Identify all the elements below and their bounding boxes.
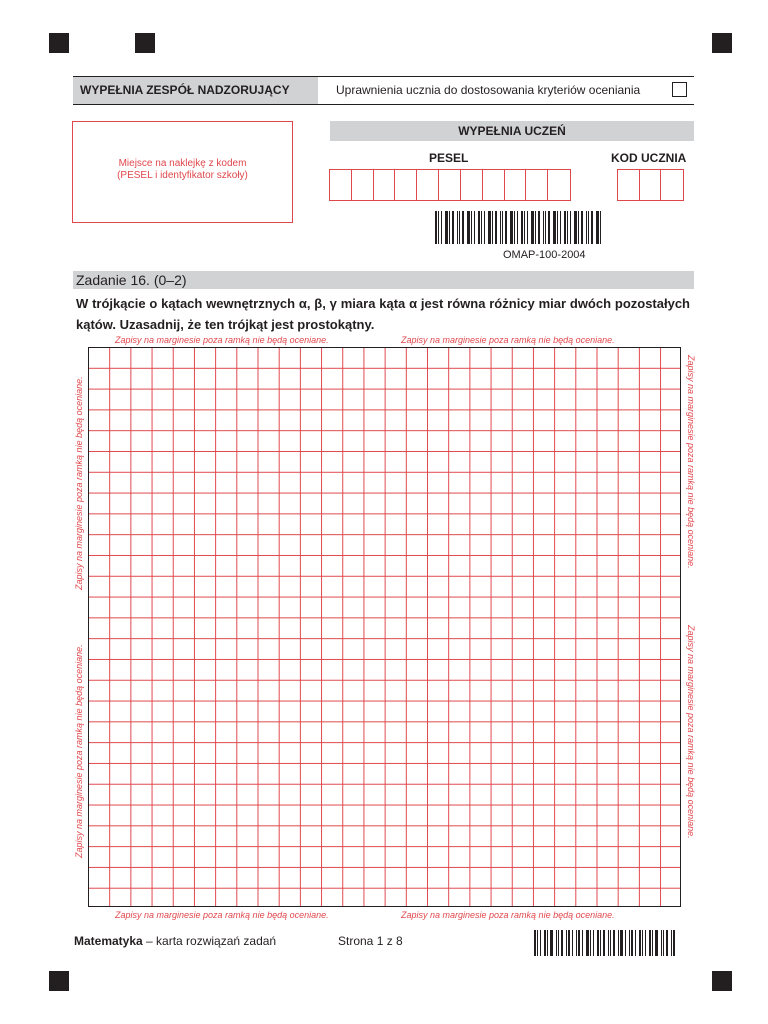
pesel-digit-box[interactable]: [505, 170, 527, 200]
pesel-label: PESEL: [429, 151, 469, 165]
footer-subject-line: [74, 934, 276, 948]
pesel-digit-box[interactable]: [526, 170, 548, 200]
exam-code: OMAP-100-2004: [503, 249, 586, 261]
supervisor-label: WYPEŁNIA ZESPÓŁ NADZORUJĄCY: [73, 77, 318, 104]
kod-ucznia-label: KOD UCZNIA: [611, 151, 687, 165]
registration-mark-top-right: [712, 33, 732, 53]
margin-note-bottom-right: Zapisy na marginesie poza ramką nie będą oceniane.: [401, 910, 615, 920]
registration-mark-top-left: [49, 33, 69, 53]
registration-mark-top-second: [135, 33, 155, 53]
student-section-label: WYPEŁNIA UCZEŃ: [330, 121, 694, 141]
pesel-digit-box[interactable]: [395, 170, 417, 200]
pesel-digit-box[interactable]: [439, 170, 461, 200]
pesel-digit-box[interactable]: [374, 170, 396, 200]
pesel-digit-box[interactable]: [483, 170, 505, 200]
kod-digit-box[interactable]: [661, 170, 683, 200]
registration-mark-bottom-left: [49, 971, 69, 991]
sticker-line-1: Miejsce na naklejkę z kodem: [118, 158, 247, 169]
supervisor-header: [73, 76, 694, 105]
sticker-line-2: (PESEL i identyfikator szkoły): [117, 170, 248, 181]
adjustment-checkbox[interactable]: [672, 82, 687, 97]
page-number: Strona 1 z 8: [338, 934, 403, 948]
sticker-area: [72, 121, 293, 223]
pesel-digit-box[interactable]: [330, 170, 352, 200]
margin-note-bottom-left: Zapisy na marginesie poza ramką nie będą oceniane.: [115, 910, 329, 920]
pesel-digit-box[interactable]: [352, 170, 374, 200]
footer-subtitle: – karta rozwiązań zadań: [142, 934, 277, 948]
pesel-digit-box[interactable]: [417, 170, 439, 200]
barcode-top: [435, 211, 603, 244]
answer-grid[interactable]: [88, 347, 681, 907]
pesel-digit-box[interactable]: [461, 170, 483, 200]
task-text: W trójkącie o kątach wewnętrznych α, β, γ miara kąta α jest równa różnicy miar dwóch pozostałych kątów. Uzasadnij, że ten trójkąt jest prostokątny.: [76, 296, 690, 332]
margin-note-left-upper: Zapisy na marginesie poza ramką nie będą oceniane.: [74, 376, 84, 590]
margin-note-right-upper: Zapisy na marginesie poza ramką nie będą oceniane.: [686, 355, 696, 569]
task-title: Zadanie 16. (0–2): [73, 271, 694, 289]
pesel-digit-box[interactable]: [548, 170, 570, 200]
barcode-bottom: [534, 930, 677, 956]
pesel-field[interactable]: [329, 169, 571, 201]
margin-note-top-left: Zapisy na marginesie poza ramką nie będą oceniane.: [115, 335, 329, 345]
kod-digit-box[interactable]: [618, 170, 640, 200]
margin-note-left-lower: Zapisy na marginesie poza ramką nie będą oceniane.: [74, 644, 84, 858]
kod-ucznia-field[interactable]: [617, 169, 684, 201]
registration-mark-bottom-right: [712, 971, 732, 991]
kod-digit-box[interactable]: [640, 170, 662, 200]
footer-subject: Matematyka: [74, 934, 143, 948]
adjustment-label: Uprawnienia ucznia do dostosowania kryteriów oceniania: [336, 83, 641, 97]
margin-note-top-right: Zapisy na marginesie poza ramką nie będą oceniane.: [401, 335, 615, 345]
margin-note-right-lower: Zapisy na marginesie poza ramką nie będą oceniane.: [686, 625, 696, 839]
